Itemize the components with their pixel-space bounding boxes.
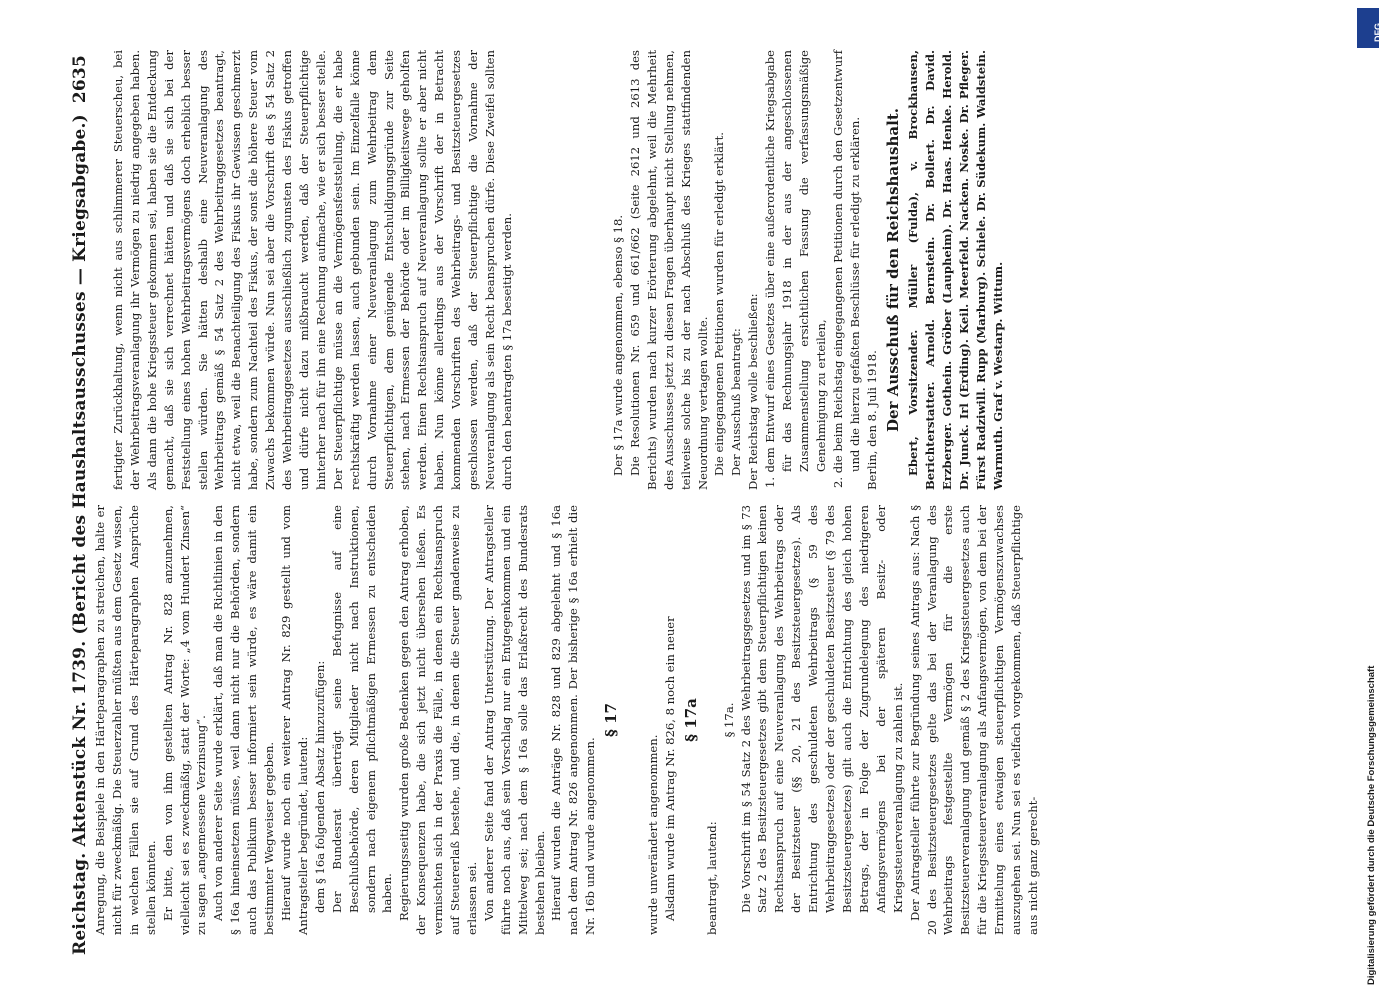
paragraph: Der Bundesrat überträgt seine Befugnisse auf eine Beschlußbehörde, deren Mitglieder nicht nach Instruktionen, sondern nach eigenem pflichtmäßigen Ermessen zu entscheiden haben. — [329, 505, 395, 913]
paragraph: Er bitte, den von ihm gestellten Antrag Nr. 828 anzunehmen, vielleicht sei es zweckmäßig, statt der Worte: „4 vom Hundert Zinsen“ zu sagen „angemessene Verzinsung“. — [160, 505, 209, 935]
paragraph: Der § 17a wurde angenommen, ebenso § 18. — [611, 214, 625, 476]
paragraph: dem § 16a folgenden Absatz hinzuzufügen: — [312, 660, 327, 913]
paragraph: Die Vorschrift im § 54 Satz 2 des Wehrbeitragsgesetzes und im § 73 Satz 2 des Besitzsteuergesetzes gibt dem Steuerpflichtigen keinen Rechtsanspruch auf eine Neuveranlagung des Wehrbeitrags oder der Besitzsteuer (§§ 20, 21 des Besitzsteuergesetzes). Als Entrichtung des geschuldeten Wehrbeitrags (§ 59 des Wehrbeitraggesetzes) oder der geschuldeten Besitzsteuer (§ 79 des Besitzsteuergesetzes) gilt auch die Entrichtung des gleich hohen Betrags, der in Folge der Zugrundelegung des niedrigeren Anfangsvermögens bei der späteren Besitz- oder Kriegssteuerveranlagung zu zahlen ist. — [738, 505, 905, 913]
paragraph: Regierungsseitig wurden große Bedenken gegen den Antrag erhoben, der Konsequenzen habe, die sich jetzt nicht übersehen ließen. Es vermischten sich in der Praxis die Fälle, in denen ein Rechtsanspruch auf Steuererlaß bestehe, und die, in denen die Steuer gnadenweise zu erlassen sei. — [397, 505, 479, 935]
paragraph: Anregung, die Beispiele in den Härteparagraphen zu streichen, halte er nicht für zweckmäßig. Die Steuerzahler müßten aus dem Gesetz wissen, in welchen Fällen sie auf Grund des Härteparagraphen Ansprüche stellen könnten. — [93, 505, 158, 935]
paragraph: Alsdann wurde im Antrag Nr. 826, 8 noch ein neuer — [662, 616, 677, 921]
section-heading: § 17 — [602, 703, 621, 737]
paragraph: Die eingegangenen Petitionen wurden für erledigt erklärt. — [712, 132, 727, 476]
list-item: 2. die beim Reichstag eingegangenen Petitionen durch den Gesetzentwurf und die hierzu gefaßten Beschlüsse für erledigt zu erklären. — [830, 50, 862, 488]
signatories: Ebert, Vorsitzender. Müller (Fulda), v. Brockhausen, Berichterstatter. Arnold. Bernstein. Dr. Bollert. Dr. David. Erzberger. Gothein. Gröber (Laupheim). Dr. Haas. Henke. Herold. Dr. Junck. Irl (Erding). Keil. Meerfeld. Nacken. Noske. Dr. Pfleger. Fürst Radziwill. Rupp (Marburg). Schiele. Dr. Südekum. Waldstein. Warmuth. Graf v. Westarp. Wittum. — [906, 50, 1005, 490]
paragraph: Die Resolutionen Nr. 659 und 661/662 (Seite 2612 und 2613 des Berichts) wurden nach kurzer Erörterung abgelehnt, weil die Mehrheit des Ausschusses jetzt zu diesen Fragen überhaupt nicht Stellung nehmen, teilweise solche bis zu der nach Abschluß des Krieges stattfindenden Neuordnung vertagen wollte. — [627, 50, 710, 490]
section-subheading: § 17a. — [721, 702, 736, 738]
page-number: 2635 — [70, 55, 90, 104]
paragraph: Auch von anderer Seite wurde erklärt, daß man die Richtlinien in den § 16a hineinsetzen müsse, weil dann nicht nur die Behörden, sondern auch das Publikum besser informiert sein würde, es wäre damit ein bestimmter Wegweiser gegeben. — [211, 505, 277, 935]
paragraph: wurde unverändert angenommen. — [646, 734, 660, 935]
paragraph: fertigter Zurückhaltung, wenn nicht aus schlimmerer Steuerscheu, bei der Wehrbeitragsveranlagung ihr Vermögen zu niedrig angegeben haben. Als dann die hohe Kriegssteuer gekommen sei, haben sie die Entdeckung gemacht, daß sie sich verrechnet hätten und daß sie sich bei der Feststellung eines hohen Wehrbeitragsvermögens doch erheblich besser stellen würden. Sie hätten deshalb eine Neuveranlagung des Wehrbeitrags gemäß § 54 Satz 2 des Wehrbeitraggesetzes beantragt, nicht etwa, weil die Benachteiligung des Fiskus ihr Gewissen geschmerzt habe, sondern zum Nachteil des Fiskus, der sonst die höhere Steuer vom Zuwachs bekommen würde. Nun sei aber die Vorschrift des § 54 Satz 2 des Wehrbeitraggesetzes ausschließlich zugunsten des Fiskus getroffen und dürfe nicht dazu mißbraucht werden, daß der Steuerpflichtige hinterher nach für ihn eine Rechnung aufmache, wie er sich besser stelle. Der Steuerpflichtige müsse an die Vermögensfeststellung, die er habe rechtskräftig werden lassen, auch gebunden sein. Im Einzelfalle könne durch Vornahme einer Neuveranlagung zum Wehrbeitrag dem Steuerpflichtigen, dem genügende Entschuldigungsgründe zur Seite stehen, nach Ermessen der Behörde oder im Billigkeitswege geholfen werden. Einen Rechtsanspruch auf Neuveranlagung sollte er aber nicht haben. Nun könne allerdings aus der Vorschrift der in Betracht kommenden Vorschriften des Wehrbeitrags- und Besitzsteuergesetzes geschlossen werden, daß der Steuerpflichtige die Vornahme der Neuveranlagung als sein Recht beanspruchen dürfe. Diese Zweifel sollten durch den beantragten § 17a beseitigt werden. — [111, 50, 514, 490]
right-column — [110, 50, 540, 490]
paragraph: beantragt, lautend: — [704, 821, 719, 935]
paragraph: Der Ausschuß beantragt: — [729, 328, 744, 476]
paragraph: Hierauf wurde noch ein weiterer Antrag Nr. 829 gestellt und vom Antragsteller begründet, lautend: — [278, 505, 310, 935]
paragraph: Hierauf wurden die Anträge Nr. 828 und 829 abgelehnt und § 16a nach dem Antrag Nr. 826 angenommen. Der bisherige § 16a erhielt die Nr. 16b und wurde angenommen. — [549, 505, 598, 935]
left-column — [92, 505, 621, 935]
dfg-logo: DFG — [1357, 8, 1379, 48]
page-header — [70, 55, 90, 955]
list-item: 1. dem Entwurf eines Gesetzes über eine außerordentliche Kriegsabgabe für das Rechnungsjahr 1918 in der aus der angeschlossenen Zusammenstellung ersichtlichen Fassung die verfassungsmäßige Genehmigung zu erteilen, — [763, 50, 828, 488]
left-column-continued — [645, 505, 1042, 935]
digitization-credit: Digitalisierung gefördert durch die Deutsche Forschungsgemeinschaft — [1366, 665, 1377, 985]
paragraph: Der Reichstag wolle beschließen: — [746, 293, 761, 490]
date-line: Berlin, den 8. Juli 1918. — [864, 350, 879, 490]
section-heading: § 17a — [681, 698, 700, 742]
header-title: Reichstag. Aktenstück Nr. 1739. (Bericht des Haushaltsausschusses — Kriegsabgabe.) — [70, 114, 90, 955]
paragraph: Von anderer Seite fand der Antrag Unterstützung. Der Antragsteller führte noch aus, daß sein Vorschlag nur ein Entgegenkommen und ein Mittelweg sei; nach dem § 16a solle das Erlaßrecht des Bundesrats bestehen bleiben. — [481, 505, 547, 935]
right-column-continued — [610, 50, 1007, 490]
paragraph: Der Antragsteller führte zur Begründung seines Antrags aus: Nach § 20 des Besitzsteuergesetzes gelte das bei der Veranlagung des Wehrbeitrags festgestellte Vermögen für die erste Besitzsteuerveranlagung und gemäß § 2 des Kriegssteuergesetzes auch für die Kriegssteuerveranlagung als Anfangsvermögen, von dem bei der Ermittelung eines etwaigen steuerpflichtigen Vermögenszuwachses auszugehen sei. Nun sei es vielfach vorgekommen, daß Steuerpflichtige aus nicht ganz gerecht- — [907, 505, 1040, 935]
committee-title: Der Ausschuß für den Reichshaushalt. — [883, 108, 902, 432]
